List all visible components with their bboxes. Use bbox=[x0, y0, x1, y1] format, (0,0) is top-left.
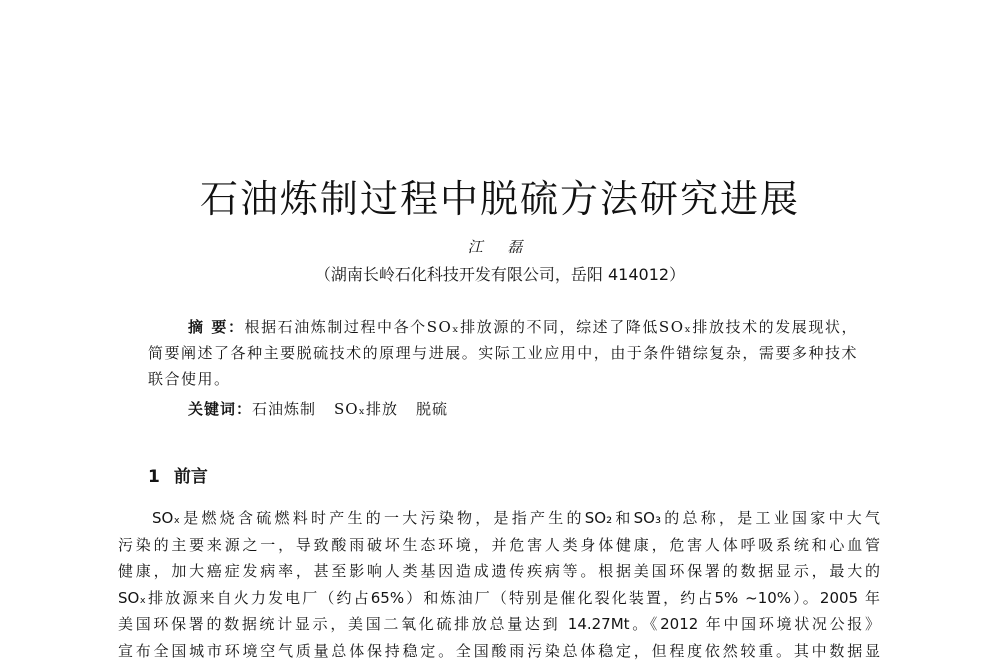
body-line: 污染的主要来源之一，导致酸雨破坏生态环境，并危害人类身体健康，危害人体呼吸系统和心血管 bbox=[118, 532, 880, 559]
abstract-line-1: 根据石油炼制过程中各个SOₓ排放源的不同，综述了降低SOₓ排放技术的发 bbox=[245, 318, 792, 336]
paper-title: 石油炼制过程中脱硫方法研究进展 bbox=[0, 168, 1000, 223]
author-name: 江 磊 bbox=[0, 236, 1000, 257]
body-line: SOₓ排放源来自火力发电厂（约占65%）和炼油厂（特别是催化裂化装置，约占5% ~10%）。2005 年 bbox=[118, 585, 880, 612]
keyword-item: 石油炼制 bbox=[252, 400, 316, 418]
body-line: 健康，加大癌症发病率，甚至影响人类基因造成遗传疾病等。根据美国环保署的数据显示，最大的 bbox=[118, 558, 880, 585]
body-line: 美国环保署的数据统计显示，美国二氧化硫排放总量达到 14.27Mt。《2012 年中国环境状况公报》 bbox=[118, 611, 880, 638]
keywords-label: 关键词： bbox=[188, 400, 252, 418]
section-title: 前言 bbox=[174, 467, 208, 487]
body-line: 宣布全国城市环境空气质量总体保持稳定。全国酸雨污染总体稳定，但程度依然较重。其中数据显 bbox=[118, 638, 880, 664]
keyword-item: SOₓ排放 bbox=[334, 400, 398, 418]
section-number: 1 bbox=[148, 467, 160, 487]
abstract-block bbox=[148, 314, 858, 392]
author-affiliation: （湖南长岭石化科技开发有限公司，岳阳 414012） bbox=[0, 262, 1000, 285]
abstract-line-3: 杂，需要多种技术联合使用。 bbox=[148, 344, 858, 388]
body-text bbox=[118, 505, 880, 664]
keywords-block bbox=[188, 396, 466, 422]
section-heading bbox=[148, 462, 208, 487]
body-line: SOₓ是燃烧含硫燃料时产生的一大污染物，是指产生的SO₂和SO₃的总称，是工业国家中大气 bbox=[118, 505, 880, 532]
abstract-label: 摘 要： bbox=[188, 318, 245, 336]
keyword-item: 脱硫 bbox=[416, 400, 448, 418]
abstract-line-2: 展现状，简要阐述了各种主要脱硫技术的原理与进展。实际工业应用中，由于条件错综复 bbox=[148, 318, 858, 362]
